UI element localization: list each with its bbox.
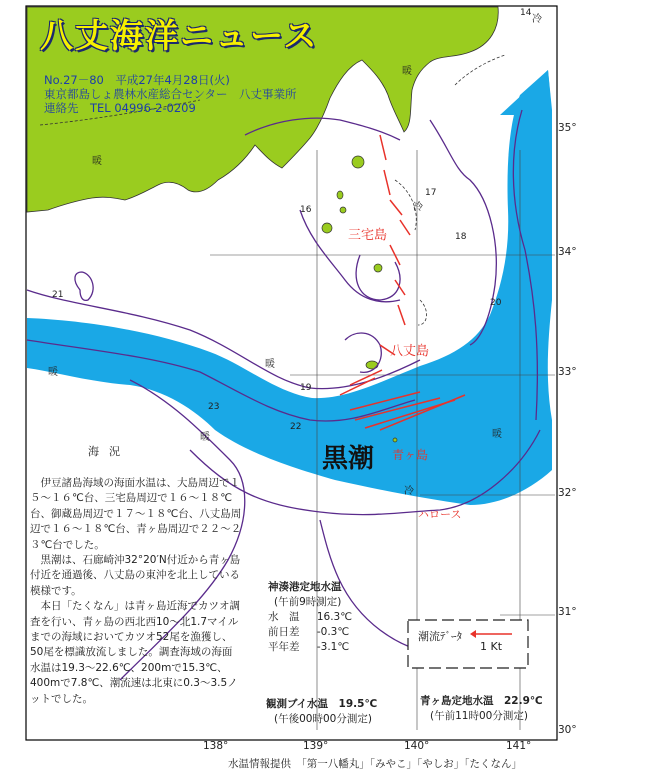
lat-label-32: 32°: [558, 487, 577, 499]
kaminato-row-label: 平年差: [268, 641, 300, 653]
lon-label-141: 141°: [506, 740, 532, 752]
lat-label-30: 30°: [558, 724, 577, 736]
warm-label-2: 暖: [200, 432, 210, 443]
isotherm-label-21: 21: [52, 290, 64, 300]
aogashima-box: [420, 694, 543, 724]
cold-label-1: 冷: [413, 202, 423, 213]
isotherm-label-19: 19: [300, 383, 312, 393]
legend-label: 潮流ﾃﾞｰﾀ: [418, 630, 462, 643]
legend-scale: 1 Kt: [480, 640, 503, 653]
kaikyo-paragraph-2: 黒潮は、石廊崎沖32°20′N付近から青ヶ島付近を通過後、八丈島の東沖を北上している模様です。: [30, 554, 241, 597]
isotherm-label-14: 14: [520, 8, 532, 18]
kaminato-box: [268, 580, 352, 655]
kaminato-row-label: 前日差: [268, 626, 300, 638]
aogashima-note: (午前11時00分測定): [430, 710, 528, 722]
page-title: 八丈海洋ニュース: [40, 16, 319, 55]
isotherm-label-17: 17: [425, 188, 437, 198]
kaikyo-paragraph-1: 伊豆諸島海域の海面水温は、大島周辺で１５～１６℃台、三宅島周辺で１６～１８℃台、御蔵島周辺で１７～１８℃台、八丈島周辺で１６～１８℃台、青ヶ島周辺で２２～２３℃台でした。: [30, 477, 242, 551]
isotherm-label-18: 18: [455, 232, 467, 242]
oshima-island: [352, 156, 364, 168]
kaminato-title: 神湊港定地水温: [268, 581, 342, 593]
toshima-island: [337, 191, 343, 199]
buoy-note: (午後00時00分測定): [274, 713, 372, 725]
warm-label-1: 暖: [48, 367, 58, 378]
kaminato-row-value: -3.1℃: [316, 641, 350, 653]
isotherm-label-23: 23: [208, 402, 220, 412]
buoy-title: 観測ブイ水温 19.5℃: [266, 698, 378, 710]
contact-line: 連絡先 TEL 04996-2-0209: [44, 101, 196, 115]
kaminato-row-label: 水 温: [268, 611, 300, 623]
issue-line: No.27－80 平成27年4月28日(火): [44, 73, 230, 87]
mikurajima-island: [374, 264, 382, 272]
island-label-miyake: 三宅島: [348, 228, 388, 243]
aogashima-island: [393, 438, 397, 442]
lon-label-138: 138°: [203, 740, 229, 752]
lon-label-140: 140°: [404, 740, 430, 752]
kaikyo-body: [30, 476, 242, 707]
warm-label-4: 暖: [492, 429, 502, 440]
isotherm-label-22: 22: [290, 422, 302, 432]
niijima-island: [340, 207, 346, 213]
data-source: 水温情報提供 「第一八幡丸」「みやこ」「やしお」「たくなん」: [228, 758, 522, 770]
cold-label-3: 冷: [532, 14, 542, 25]
eddy-label: ハロース: [418, 508, 462, 521]
kaminato-row-temp: [268, 610, 352, 625]
kozushima-island: [322, 223, 332, 233]
aogashima-title: 青ヶ島定地水温 22.9℃: [420, 695, 543, 707]
lat-label-33: 33°: [558, 366, 577, 378]
lon-label-139: 139°: [303, 740, 329, 752]
lat-label-35: 35°: [558, 122, 577, 134]
kaikyo-heading: 海況: [88, 445, 130, 458]
kaminato-row-value: -0.3℃: [316, 626, 350, 638]
warm-label-6: 暖: [92, 156, 102, 167]
lat-label-34: 34°: [558, 246, 577, 258]
island-label-aogashima: 青ヶ島: [392, 448, 429, 462]
isotherm-label-16: 16: [300, 205, 312, 215]
kuroshio-label: 黒潮: [322, 444, 375, 474]
isotherm-label-20: 20: [490, 298, 502, 308]
org-line: 東京都島しょ農林水産総合センター 八丈事業所: [44, 87, 297, 101]
kaminato-note: (午前9時測定): [274, 596, 342, 608]
kaminato-row-value: 16.3℃: [316, 611, 353, 623]
lat-label-31: 31°: [558, 606, 577, 618]
buoy-box: [266, 697, 377, 727]
warm-label-3: 暖: [265, 359, 275, 370]
cold-label-2: 冷: [404, 486, 414, 497]
kaminato-row-normal: [268, 640, 352, 655]
kaminato-row-prev: [268, 625, 352, 640]
warm-label-5: 暖: [402, 66, 412, 77]
island-label-hachijo: 八丈島: [390, 344, 430, 359]
kaikyo-paragraph-3: 本日「たくなん」は青ヶ島近海でカツオ調査を行い、青ヶ島の西北西10～北1.7マイルまでの海域においてカツオ52尾を漁獲し、50尾を標識放流しました。調査海域の海面水温は19.3～22.6℃、200mで15.3℃、400mで7.8℃、潮流速は北東に0.3～3.5ノットでした。: [30, 600, 240, 705]
